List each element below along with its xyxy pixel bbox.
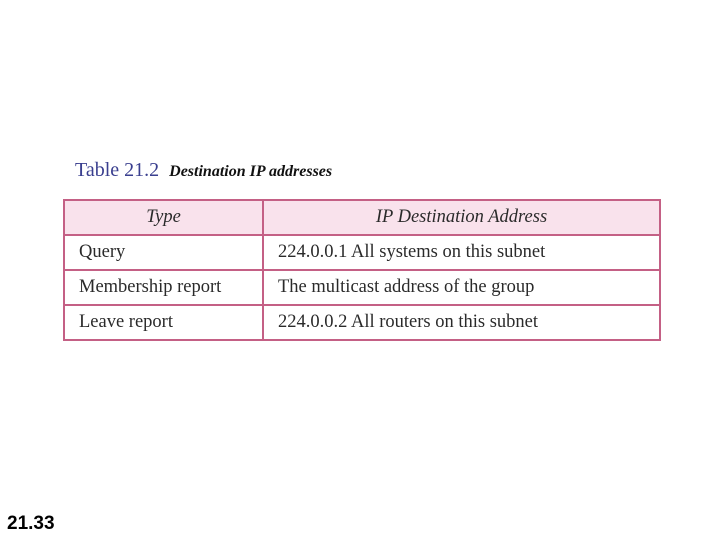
table-title: Destination IP addresses — [169, 163, 333, 180]
column-header-ip-destination-address: IP Destination Address — [263, 200, 660, 235]
slide-number: 21.33 — [7, 513, 55, 534]
cell-type: Query — [64, 235, 263, 270]
table-header-row — [64, 200, 660, 235]
cell-type: Membership report — [64, 270, 263, 305]
cell-destination-address: 224.0.0.2 All routers on this subnet — [263, 305, 660, 340]
destination-ip-table — [63, 199, 661, 341]
cell-type: Leave report — [64, 305, 263, 340]
cell-destination-address: 224.0.0.1 All systems on this subnet — [263, 235, 660, 270]
table-row — [64, 270, 660, 305]
column-header-type: Type — [64, 200, 263, 235]
table-row — [64, 305, 660, 340]
table-number: Table 21.2 — [75, 159, 160, 181]
table-caption — [75, 156, 332, 186]
table-row — [64, 235, 660, 270]
cell-destination-address: The multicast address of the group — [263, 270, 660, 305]
